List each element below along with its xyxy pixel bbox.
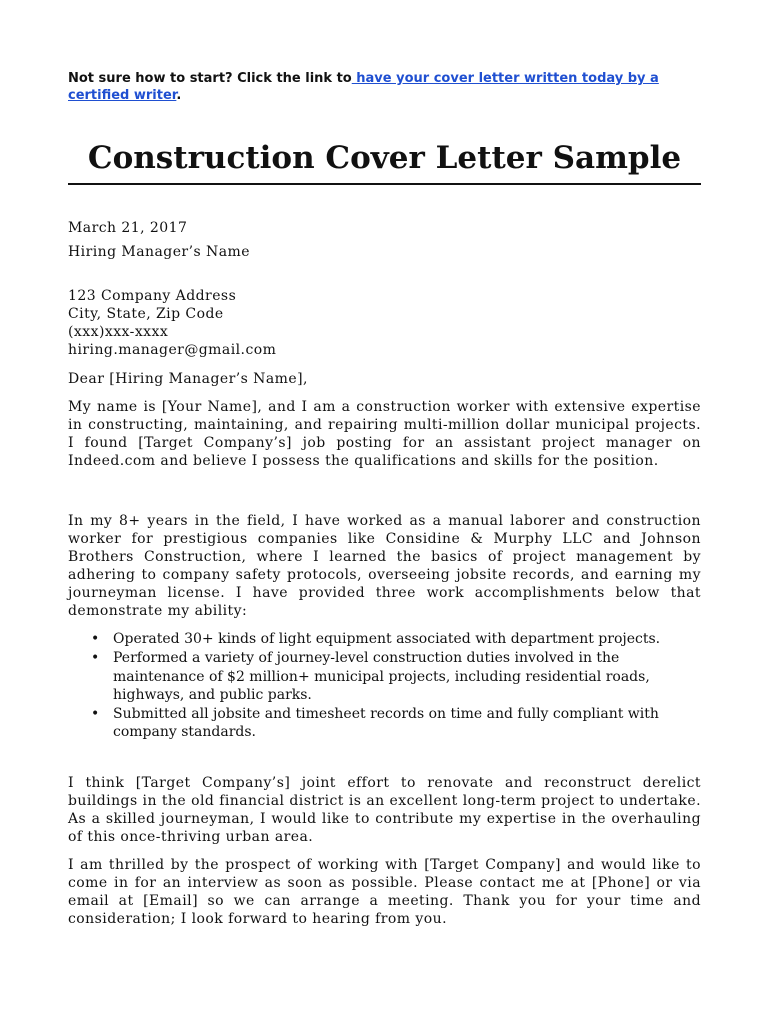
intro-line bbox=[68, 70, 701, 104]
paragraph-experience: In my 8+ years in the field, I have worked as a manual laborer and construction worker for prestigious companies like Considine & Murphy LLC and Johnson Brothers Construction, where I learned the basics of project management by adhering to company safety protocols, overseeing jobsite records, and earning my journeyman license. I have provided three work accomplishments below that demonstrate my ability: bbox=[68, 513, 701, 619]
letter-date: March 21, 2017 bbox=[68, 220, 188, 236]
company-address bbox=[68, 287, 701, 359]
address-city-state-zip: City, State, Zip Code bbox=[68, 306, 224, 322]
intro-suffix: . bbox=[176, 88, 182, 103]
address-email: hiring.manager@gmail.com bbox=[68, 342, 277, 358]
list-item: • Performed a variety of journey-level construction duties involved in the maintenance of $2 million+ municipal projects, including residential roads, highways, and public parks. bbox=[113, 649, 703, 704]
cover-letter-writer-link[interactable]: have your cover letter written today by a certified writer bbox=[68, 71, 659, 103]
paragraph-intro: My name is [Your Name], and I am a construction worker with extensive expertise in constructing, maintaining, and repairing multi-million dollar municipal projects. I found [Target Company’s] job posting for an assistant project manager on Indeed.com and believe I possess the qualifications and skills for the position. bbox=[68, 399, 701, 469]
list-item: • Operated 30+ kinds of light equipment associated with department projects. bbox=[113, 630, 703, 648]
accomplishments-list bbox=[68, 630, 746, 743]
salutation: Dear [Hiring Manager’s Name], bbox=[68, 371, 308, 387]
paragraph-closing: I am thrilled by the prospect of working with [Target Company] and would like to come in for an interview as soon as possible. Please contact me at [Phone] or via email at [Email] so we can arrange a meeting. Thank you for your time and consideration; I look forward to hearing from you. bbox=[68, 857, 701, 927]
page-title: Construction Cover Letter Sample bbox=[87, 140, 682, 176]
paragraph-company-project: I think [Target Company’s] joint effort to renovate and reconstruct derelict buildings in the old financial district is an excellent long-term project to undertake. As a skilled journeyman, I would like to contribute my expertise in the overhauling of this once-thriving urban area. bbox=[68, 775, 701, 845]
intro-prefix: Not sure how to start? Click the link to bbox=[68, 71, 352, 86]
address-phone: (xxx)xxx-xxxx bbox=[68, 324, 169, 340]
address-street: 123 Company Address bbox=[68, 288, 237, 304]
list-item: • Submitted all jobsite and timesheet records on time and fully compliant with company standards. bbox=[113, 705, 703, 742]
title-divider bbox=[68, 183, 701, 185]
hiring-manager-name: Hiring Manager’s Name bbox=[68, 244, 250, 260]
